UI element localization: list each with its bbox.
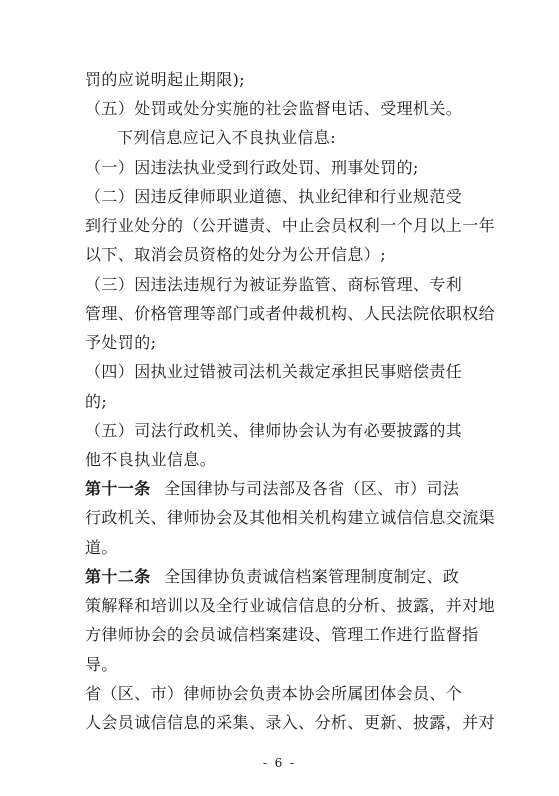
paragraph-line: 罚的应说明起止期限); [85,70,246,89]
paragraph-line: 下列信息应记入不良执业信息: [117,128,336,147]
paragraph-line: 他不良执业信息。 [85,450,217,469]
paragraph-line: （二）因违反律师职业道德、执业纪律和行业规范受 [85,187,463,206]
paragraph-line: 道。 [85,538,118,557]
article-heading-line: 第十二条 全国律协负责诚信档案管理制度制定、政 [85,567,460,586]
paragraph-line: 人会员诚信信息的采集、录入、分析、更新、披露，并对 [85,713,496,732]
page-number: - 6 - [262,756,297,770]
article-heading-line: 第十一条 全国律协与司法部及各省（区、市）司法 [85,479,460,498]
paragraph-line: （四）因执业过错被司法机关裁定承担民事赔偿责任 [85,362,463,381]
paragraph-line: （三）因违法违规行为被证券监管、商标管理、专利 [85,275,463,294]
paragraph-line: 到行业处分的（公开谴责、中止会员权利一个月以上一年 [85,216,496,235]
paragraph-line: （五）处罚或处分实施的社会监督电话、受理机关。 [85,99,463,118]
paragraph-line: 导。 [85,655,118,674]
paragraph-line: 方律师协会的会员诚信档案建设、管理工作进行监督指 [85,625,479,644]
article-number: 第十二条 [85,567,151,586]
paragraph-line: （五）司法行政机关、律师协会认为有必要披露的其 [85,421,463,440]
paragraph-line: 策解释和培训以及全行业诚信信息的分析、披露，并对地 [85,596,496,615]
paragraph-line: 予处罚的; [85,333,157,352]
paragraph-line: （一）因违法执业受到行政处罚、刑事处罚的; [85,158,419,177]
article-number: 第十一条 [85,479,151,498]
paragraph-line: 省（区、市）律师协会负责本协会所属团体会员、个 [85,684,463,703]
paragraph-line: 管理、价格管理等部门或者仲裁机构、人民法院依职权给 [85,304,496,323]
paragraph-line: 以下、取消会员资格的处分为公开信息）; [85,245,386,264]
paragraph-line: 行政机关、律师协会及其他相关机构建立诚信信息交流渠 [85,508,496,527]
paragraph-line: 的; [85,392,108,411]
